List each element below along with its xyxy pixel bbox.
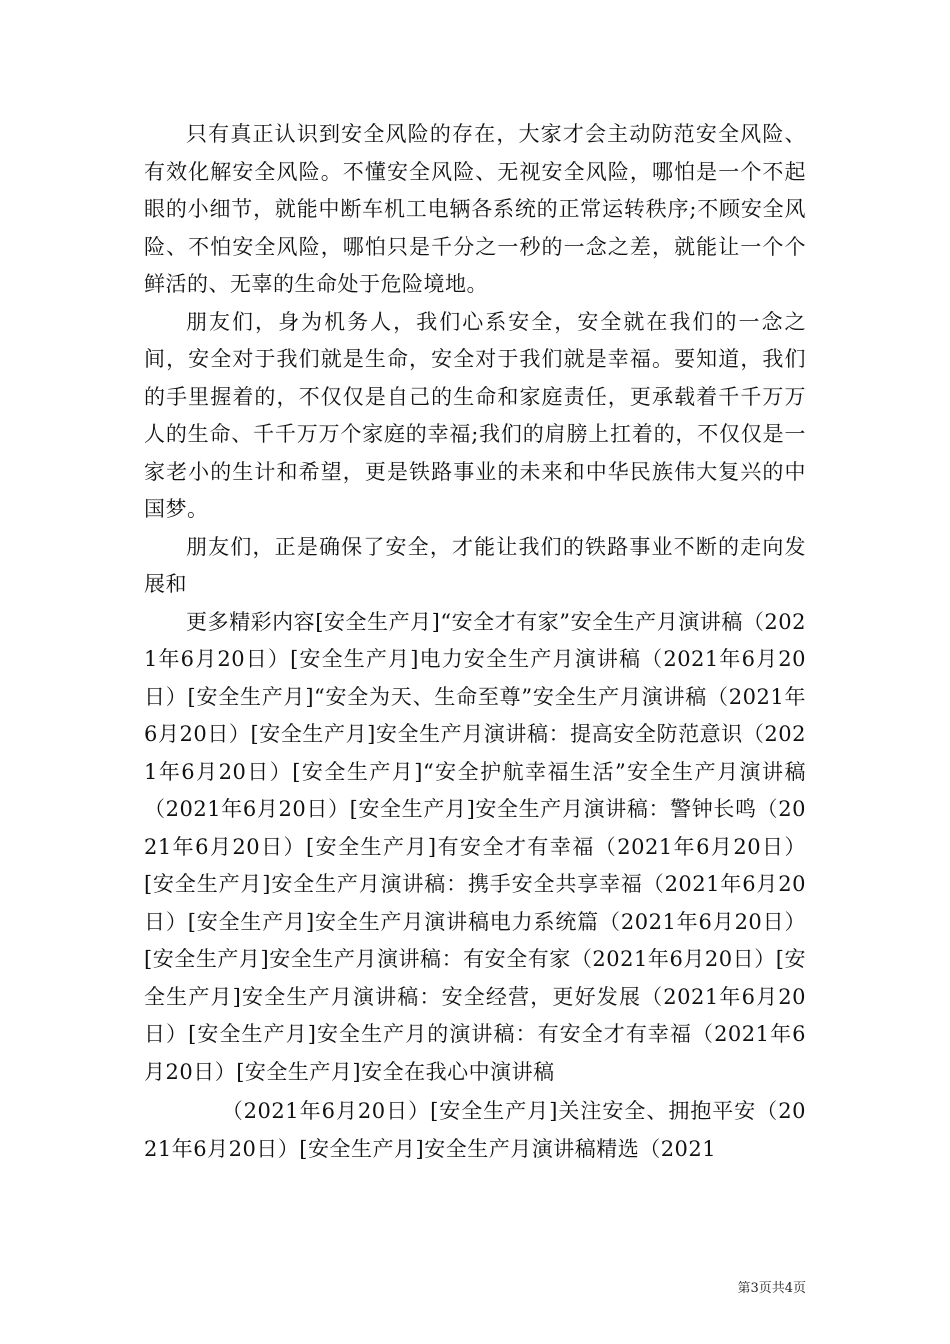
paragraph-safety-risk: 只有真正认识到安全风险的存在，大家才会主动防范安全风险、有效化解安全风险。不懂安全风险、无视安全风险，哪怕是一个不起眼的小细节，就能中断车机工电辆各系统的正常运转秩序;不顾安全风险、不怕安全风险，哪怕只是千分之一秒的一念之差，就能让一个个鲜活的、无辜的生命处于危险境地。: [144, 122, 806, 296]
paragraph-more-content: 更多精彩内容[安全生产月]“安全才有家”安全生产月演讲稿（2021年6月20日）[安全生产月]电力安全生产月演讲稿（2021年6月20日）[安全生产月]“安全为天、生命至尊”安全生产月演讲稿（2021年6月20日）[安全生产月]安全生产月演讲稿：提高安全防范意识（2021年6月20日）[安全生产月]“安全护航幸福生活”安全生产月演讲稿（2021年6月20日）[安全生产月]安全生产月演讲稿：警钟长鸣（2021年6月20日）[安全生产月]有安全才有幸福（2021年6月20日）[安全生产月]安全生产月演讲稿：携手安全共享幸福（2021年6月20日）[安全生产月]安全生产月演讲稿电力系统篇（2021年6月20日）[安全生产月]安全生产月演讲稿：有安全有家（2021年6月20日）[安全生产月]安全生产月演讲稿：安全经营，更好发展（2021年6月20日）[安全生产月]安全生产月的演讲稿：有安全才有幸福（2021年6月20日）[安全生产月]安全在我心中演讲稿: [144, 609, 806, 1084]
document-body: [144, 116, 806, 1168]
paragraph-more-content-continued: （2021年6月20日）[安全生产月]关注安全、拥抱平安（2021年6月20日）[安全生产月]安全生产月演讲稿精选（2021: [144, 1099, 806, 1161]
page-number: 第3页共4页: [737, 1281, 806, 1296]
paragraph-friends-development: 朋友们，正是确保了安全，才能让我们的铁路事业不断的走向发展和: [144, 534, 806, 596]
paragraph-friends-safety: 朋友们，身为机务人，我们心系安全，安全就在我们的一念之间，安全对于我们就是生命，安全对于我们就是幸福。要知道，我们的手里握着的，不仅仅是自己的生命和家庭责任，更承载着千千万万人的生命、千千万万个家庭的幸福;我们的肩膀上扛着的，不仅仅是一家老小的生计和希望，更是铁路事业的未来和中华民族伟大复兴的中国梦。: [144, 309, 806, 521]
